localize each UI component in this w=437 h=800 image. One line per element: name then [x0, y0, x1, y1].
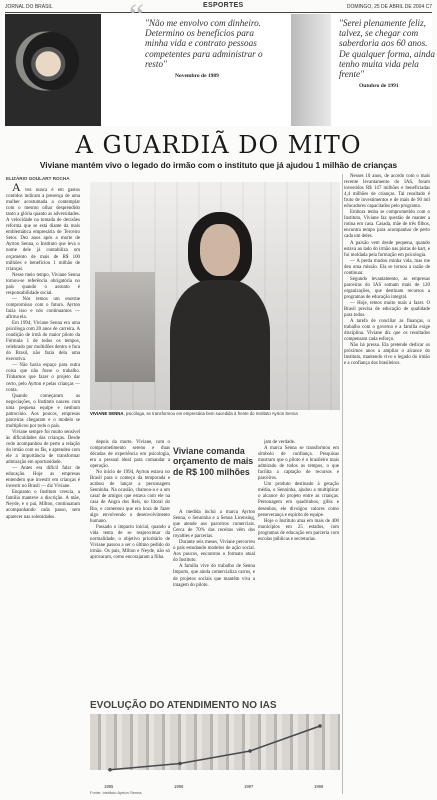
chart-point: [248, 749, 252, 753]
paragraph: Nesses 10 anos, de acordo com o mais recente levantamento do IAS, foram investidos R$ 147 milhões e beneficiadas 4,4 milhões de crianças. Tal resultado é fruto de investimentos e de mais de 90 mil educadores capacitados pelo programa.: [344, 174, 430, 210]
chart-source: Fonte: Instituto Ayrton Senna: [90, 790, 142, 795]
article-column-3: [173, 510, 255, 700]
article-column-2: [90, 440, 170, 700]
evolution-chart: [90, 700, 340, 796]
paragraph: Hoje o Instituto atua em mais de 400 municípios em 25 estados, com programas de educação em parceria com escolas públicas e secretarias.: [258, 518, 339, 542]
paragraph: Quando começaram as negociações, o Instituto nasceu com uma pequena equipe e nenhum patrocínio. Aos poucos, empresas parceiras chegaram e o modelo se multiplicou por todo o país.: [6, 393, 80, 429]
paragraph: Segundo levantamento, as empresas parceiras do IAS somam mais de 120 organizações, que destinam recursos a programas de educação integral.: [344, 276, 430, 300]
paragraph: — Nós temos um enorme compromisso com o futuro. Ayrton fazia isso e nós continuamos — afirma ela.: [6, 296, 80, 320]
quote-1991-text: "Serei plenamente feliz, talvez, se chegar com saberdoria aos 60 anos. De qualquer forma, ainda tenho muita vida pela frente": [339, 18, 435, 80]
paragraph: — Hoje, temos muito mais a fazer. O Brasil precisa de educação de qualidade para todos.: [344, 300, 430, 319]
photo-caption-text: , psicóloga, se transformou em empresária bem sucedida à frente do Instituto Ayrton Senna: [123, 411, 298, 416]
photo-body: [170, 280, 270, 410]
chart-x-tick: 1996: [174, 784, 184, 789]
chart-series-line: [110, 726, 320, 770]
quote-1991-date: Outubro de 1991: [359, 83, 399, 90]
photo-caption: [90, 411, 340, 416]
quote-1989-text: "Não me envolvo com dinheiro. Determino os benefícios para minha vida e contrato pessoas competentes para administrar o resto": [145, 18, 263, 69]
paragraph: Um produto destinado à geração média, o Senninha, ajudou a multiplicar o alcance do projeto entre as crianças. Personagem em quadrinhos, gibis e desenhos, ele divulgou valores como perseverança e espírito de equipe.: [258, 482, 339, 518]
chart-x-tick: 1995: [104, 784, 114, 789]
headline: A GUARDIÃ DO MITO: [75, 131, 362, 159]
paragraph: Passado o impacto inicial, quando a vida tenta de se reaproximar da normalidade, o objetivo prioritário de Viviane passou a ser o último pedido do irmão. Os pais, Milton e Neyde, não só aprovaram, como encorajaram a filha.: [90, 524, 170, 560]
photo-face: [200, 224, 240, 276]
senna-helmet-photo: [5, 14, 101, 126]
pull-quote: Viviane comanda orçamento de mais de R$ 100 milhões: [173, 446, 254, 477]
chart-title: EVOLUÇÃO DO ATENDIMENTO NO IAS: [90, 700, 277, 711]
paragraph: — A perda mudou minha vida, mas me deu uma missão. Ela se tornou a razão de continuar.: [344, 258, 430, 276]
viviane-senna-photo: [90, 182, 340, 410]
quote-1989-date: Novembro de 1989: [175, 73, 219, 80]
photo-caption-name: VIVIANE SENNA: [90, 411, 124, 416]
paragraph: Nesse meio tempo, Viviane Senna tornou-se referência obrigatória no país quando o assunto é responsabilidade social.: [6, 272, 80, 296]
paragraph: depois da morte. Viviane, com o comprometimento sereno e duas décadas de experiência em psicologia, era a pessoal ideal para comandar a operação.: [90, 440, 170, 470]
paragraph: Enquanto o Instituto crescia, a família manteve a discrição. A mãe, Neyde, e o pai, Milton, continuaram acompanhando cada passo, sem aparecer nas solenidades.: [6, 490, 80, 520]
page-header: [5, 2, 432, 12]
paragraph: A marca Senna se transformou em símbolo de confiança. Pesquisas mostram que o piloto é o brasileiro mais admirado de todos os tempos, o que facilita a captação de recursos e parceiros.: [258, 446, 339, 482]
photo-trophy-shelf: [95, 272, 155, 382]
article-column-1: [6, 180, 80, 794]
paragraph: — Não havia espaço para outra coisa que não fosse o trabalho. Tínhamos que fazer o projeto dar certo, pelo Ayrton e pelas crianças — conta.: [6, 363, 80, 393]
newspaper-name: JORNAL DO BRASIL: [5, 4, 53, 10]
paragraph: Durante seis meses, Viviane percorreu o país estudando modelos de ação social. Aos poucos, encontrou o formato atual do Instituto.: [173, 540, 255, 564]
section-label: ESPORTES: [203, 2, 244, 9]
quote-1991: [339, 18, 435, 91]
date-and-page: DOMINGO, 25 DE ABRIL DE 2004 C7: [346, 4, 432, 10]
paragraph: — Antes era difícil falar de educação. Hoje as empresas entendem que investir em crianças é investir no Brasil — diz Viviane.: [6, 466, 80, 490]
paragraph: Viviane sempre foi muito sensível às dificuldades das crianças. Desde cedo acompanhou de perto a relação do irmão com os fãs, e aprendeu com ele a importância de transformar admiração em oportunidade.: [6, 429, 80, 466]
chart-point: [108, 768, 112, 772]
column-divider: [342, 174, 343, 794]
paragraph: Não há pressa. Ela pretende dedicar os próximos anos a ampliar o alcance do Instituto, mantendo vivo o legado do irmão e a confiança dos brasileiros.: [344, 343, 430, 367]
paragraph: No início de 1994, Ayrton estava no Brasil para o começo da temporada e acabou de lançar a personagem Senninha. Na ocasião, chamou-a e a um casal de amigos que estava com ele na casa de Angra dos Reis, no litoral do Rio, e comentou que era hora de fazer algo envolvendo o desenvolvimento humano.: [90, 470, 170, 524]
article-column-4: [258, 440, 339, 700]
paragraph: A medida inclui a marca Ayrton Senna, o Senninha e a Senna Licensing, que atende aos parceiros comerciais. Cerca de 70% das receitas vêm dos royalties e parcerias.: [173, 510, 255, 540]
helmet-shape: [23, 32, 79, 90]
senna-portrait-photo: [291, 14, 331, 126]
paragraph: Em 1994, Viviane Senna era uma psicóloga com 20 anos de carreira. A condição de irmã do maior piloto da Fórmula 1 de todos os tempos, celebrado por multidões dentro e fora do Brasil, não fazia dela uma executiva.: [6, 321, 80, 363]
paragraph: jam de verdade.: [264, 440, 296, 445]
article-column-5: [344, 174, 430, 794]
chart-x-tick: 1998: [314, 784, 324, 789]
paragraph: A vez nunca é em gastos contidos indicam a presença de uma mulher acostumada a contemplar com o mesmo olhar desprendido tanto a glória quanto as adversidades. A velocidade na tomada de decisões reforma que se está diante da mais emblemática empresária de Terceiro Setor. Dez anos após a morte de Ayrton Senna, o Instituto que leva o nome dele já contabiliza um orçamento de mais de R$ 100 milhões e beneficiou 1 milhão de crianças.: [6, 180, 80, 272]
byline: ELIZÁRIO GOULART ROCHA: [6, 176, 70, 181]
paragraph: A tarefa de conciliar as finanças, o trabalho com o governo e a família exige disciplina. Viviane diz que os resultados compensam cada esforço.: [344, 319, 430, 343]
chart-point: [178, 762, 182, 766]
paragraph: A paixão vem desde pequena, quando estava ao lado do irmão nas pistas de kart, e foi moldada pela formação em psicologia.: [344, 240, 430, 258]
header-rule: [5, 12, 432, 13]
chart-x-tick: 1997: [244, 784, 254, 789]
subheadline: Viviane mantém vivo o legado do irmão com o instituto que já ajudou 1 milhão de crianças: [39, 160, 398, 170]
chart-svg: [90, 714, 340, 784]
chart-point: [318, 724, 322, 728]
photo-person: [170, 212, 270, 410]
paragraph: A família vive do trabalho de Senna Imports, que ainda comercializa carros, e de projetos sociais que mantêm viva a imagem do piloto.: [173, 564, 255, 588]
quote-mark-icon: “: [129, 0, 145, 35]
paragraph: Embora tenha se comprometido com o Instituto, Viviane faz questão de manter a rotina em casa. Casada, mãe de três filhos, encontra tempo para acompanhar de perto cada um deles.: [344, 210, 430, 240]
